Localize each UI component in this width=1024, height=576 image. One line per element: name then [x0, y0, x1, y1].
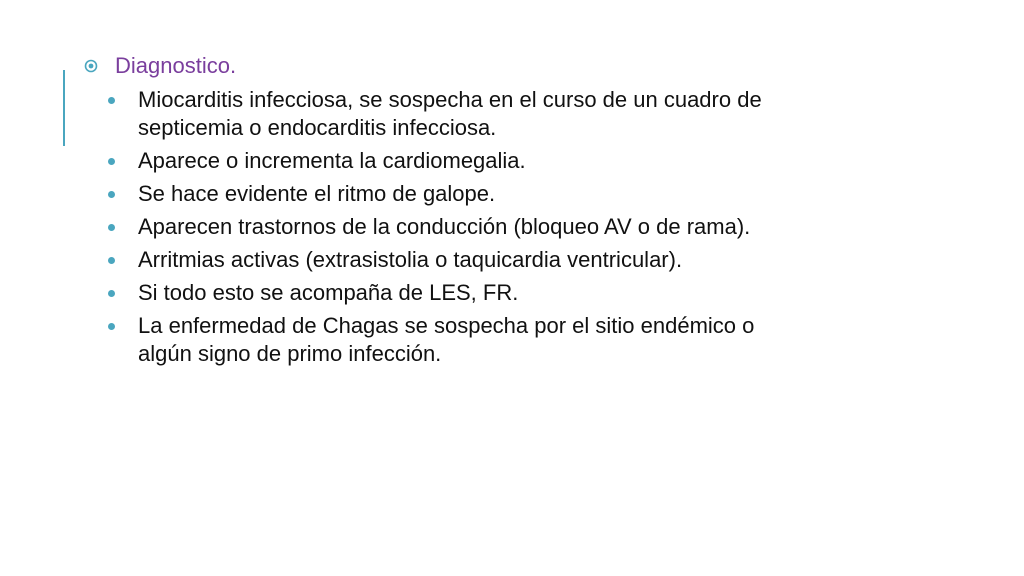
list-item-text: Si todo esto se acompaña de LES, FR. [138, 280, 519, 305]
accent-line [63, 70, 65, 146]
list-item-text: La enfermedad de Chagas se sospecha por el sitio endémico o algún signo de primo infección. [138, 313, 755, 366]
dot-icon [108, 224, 115, 231]
dot-icon [108, 191, 115, 198]
list-item-text: Aparecen trastornos de la conducción (bloqueo AV o de rama). [138, 214, 751, 239]
list-item [105, 312, 765, 368]
circled-dot-icon [84, 59, 98, 73]
list-item-text: Miocarditis infecciosa, se sospecha en el curso de un cuadro de septicemia o endocarditis infecciosa. [138, 87, 762, 140]
slide-heading: Diagnostico. [115, 53, 237, 78]
list-item [105, 279, 765, 307]
list-item [105, 213, 765, 241]
list-item [105, 147, 765, 175]
dot-icon [108, 290, 115, 297]
list-item [105, 180, 765, 208]
list-item-text: Se hace evidente el ritmo de galope. [138, 181, 496, 206]
dot-icon [108, 97, 115, 104]
list-item [105, 86, 765, 142]
bullet-list [105, 86, 765, 373]
heading-row [84, 52, 236, 80]
dot-icon [108, 257, 115, 264]
dot-icon [108, 323, 115, 330]
list-item [105, 246, 765, 274]
dot-icon [108, 158, 115, 165]
list-item-text: Arritmias activas (extrasistolia o taquicardia ventricular). [138, 247, 683, 272]
list-item-text: Aparece o incrementa la cardiomegalia. [138, 148, 526, 173]
